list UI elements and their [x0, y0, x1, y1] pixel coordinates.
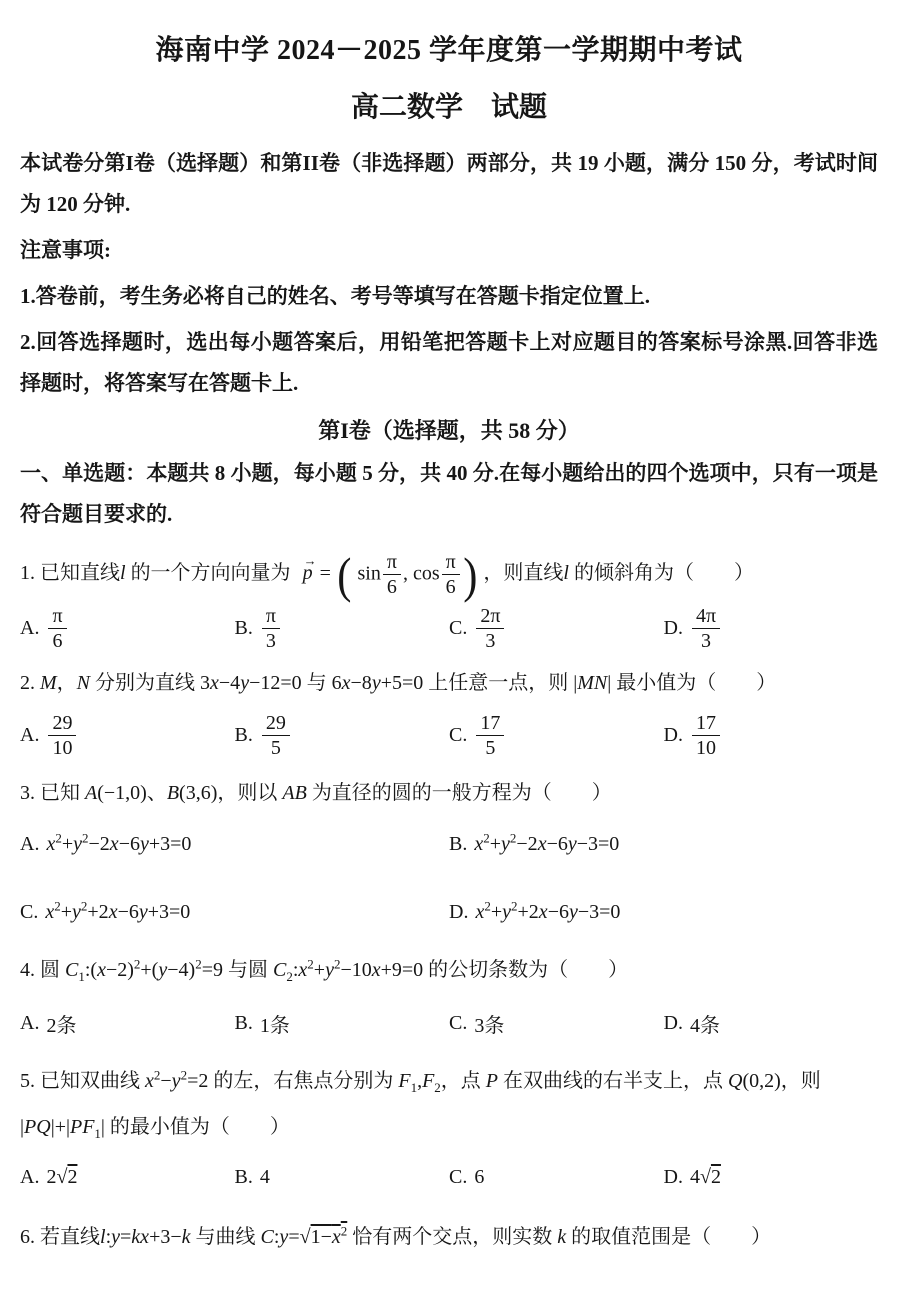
question-4-option-d — [664, 1005, 879, 1041]
exam-title: 海南中学 2024－2025 学年度第一学期期中考试 — [155, 35, 743, 66]
option-value: $\frac{29}{10}$ — [46, 712, 78, 760]
option-value: $x^2+y^2-2x-6y-3=0$ — [474, 830, 620, 855]
question-2-option-c — [449, 712, 664, 760]
option-value: $x^2+y^2+2x-6y-3=0$ — [475, 898, 621, 923]
question-2-option-a — [20, 712, 235, 760]
question-3-option-b — [449, 826, 878, 862]
option-label: B. — [234, 1011, 253, 1034]
option-label: B. — [449, 832, 468, 855]
question-3-option-d — [449, 894, 878, 930]
question-1-option-b — [235, 605, 450, 653]
option-label: D. — [663, 1165, 683, 1188]
option-label: D. — [663, 723, 683, 746]
question-1 — [20, 546, 878, 653]
option-label: B. — [234, 1165, 253, 1188]
option-label: C. — [449, 1165, 468, 1188]
question-text: M，N 分别为直线 3x−4y−12=0 与 6x−8y+5=0 上任意一点，则 |MN| 最小值为（ ） — [40, 671, 777, 694]
question-3-option-a — [20, 826, 449, 862]
option-label: A. — [20, 832, 40, 855]
option-value: $\frac{17}{10}$ — [690, 712, 722, 760]
option-label: D. — [663, 617, 683, 640]
question-5 — [20, 1065, 878, 1195]
question-text: 若直线l:y=kx+3−k 与曲线 $C:y=√1-x^2$ 恰有两个交点，则实数 k 的取值范围是（ ） — [40, 1223, 772, 1249]
option-label: B. — [234, 617, 253, 640]
option-value: $\frac{\pi}{3}$ — [260, 605, 282, 653]
option-label: A. — [20, 1011, 40, 1034]
question-number: 4. — [20, 959, 35, 982]
question-number: 1. — [20, 562, 35, 585]
option-value: 1条 — [259, 1014, 290, 1037]
question-2 — [20, 667, 878, 760]
question-3-stem — [20, 777, 878, 810]
question-2-options — [20, 712, 878, 760]
question-2-option-d — [664, 712, 879, 760]
question-text: 已知双曲线 $x^2-y^2=2$ 的左，右焦点分别为 $F_1,F_2$，点 P 在双曲线的右半支上，点 Q(0,2)，则 — [40, 1067, 821, 1096]
option-label: D. — [663, 1011, 683, 1034]
exam-intro: 本试卷分第I卷（选择题）和第II卷（非选择题）两部分，共 19 小题，满分 150 分，考试时间为 120 分钟. — [20, 151, 878, 216]
question-text: 圆 $C_1:(x-2)^2+(y-4)^2=9$ 与圆 $C_2:x^2+y^2-10x+9=0$ 的公切条数为（ ） — [40, 956, 629, 985]
option-value: $\frac{29}{5}$ — [260, 712, 292, 760]
option-value: 2条 — [46, 1014, 77, 1037]
question-text: 已知直线l 的一个方向向量为 → p = ( sin $\frac{\pi}{6}$ , cos $\frac{\pi}{6}$ ) ，则直线l 的倾斜角为（ ） — [40, 546, 754, 603]
question-5-option-c — [449, 1159, 664, 1195]
question-1-option-d — [664, 605, 879, 653]
option-label: C. — [449, 723, 468, 746]
question-2-stem — [20, 667, 878, 700]
question-4-stem — [20, 954, 878, 987]
notice-heading: 注意事项: — [20, 238, 111, 262]
question-3 — [20, 777, 878, 930]
question-2-option-b — [235, 712, 450, 760]
section-intro: 一、单选题：本题共 8 小题，每小题 5 分，共 40 分.在每小题给出的四个选项中，只有一项是符合题目要求的. — [20, 461, 878, 526]
option-value: 2√2 — [46, 1165, 78, 1188]
question-number: 2. — [20, 671, 35, 694]
option-label: A. — [20, 1165, 40, 1188]
option-label: C. — [20, 900, 39, 923]
question-text: $|PQ|+|PF_1|$ 的最小值为（ ） — [20, 1116, 290, 1142]
question-5-option-b — [235, 1159, 450, 1195]
option-label: B. — [234, 723, 253, 746]
option-label: A. — [20, 723, 40, 746]
question-5-stem-line2 — [20, 1111, 878, 1144]
question-4-options — [20, 1005, 878, 1041]
question-4 — [20, 954, 878, 1041]
question-number: 3. — [20, 782, 35, 805]
question-text: 已知 A(−1,0)、B(3,6)，则以 AB 为直径的圆的一般方程为（ ） — [40, 782, 612, 805]
option-value: 6 — [474, 1165, 485, 1188]
question-5-stem — [20, 1065, 878, 1098]
option-label: C. — [449, 1011, 468, 1034]
option-value: $\frac{17}{5}$ — [474, 712, 506, 760]
option-label: A. — [20, 617, 40, 640]
question-4-option-c — [449, 1005, 664, 1041]
question-1-stem — [20, 546, 878, 603]
option-label: D. — [449, 900, 469, 923]
question-number: 5. — [20, 1070, 35, 1093]
option-value: 3条 — [474, 1014, 505, 1037]
question-5-option-d — [664, 1159, 879, 1195]
option-value: 4√2 — [689, 1165, 721, 1188]
question-3-option-c — [20, 894, 449, 930]
option-value: $x^2+y^2+2x-6y+3=0$ — [45, 898, 191, 923]
option-value: $\frac{2\pi}{3}$ — [474, 605, 506, 653]
question-5-option-a — [20, 1159, 235, 1195]
option-value: 4条 — [689, 1014, 720, 1037]
section-title: 第I卷（选择题，共 58 分） — [318, 418, 580, 443]
question-5-options — [20, 1159, 878, 1195]
question-6-stem — [20, 1221, 878, 1254]
option-value: $\frac{4\pi}{3}$ — [690, 605, 722, 653]
option-label: C. — [449, 617, 468, 640]
notice-item-1: 1.答卷前，考生务必将自己的姓名、考号等填写在答题卡指定位置上. — [20, 284, 650, 308]
question-6 — [20, 1221, 878, 1254]
notice-item-2: 2.回答选择题时，选出每小题答案后，用铅笔把答题卡上对应题目的答案标号涂黑.回答非选择题时，将答案写在答题卡上. — [20, 330, 878, 395]
option-value: $\frac{\pi}{6}$ — [46, 605, 68, 653]
exam-subtitle: 高二数学 试题 — [350, 92, 547, 123]
question-1-option-a — [20, 605, 235, 653]
question-3-options — [20, 826, 878, 930]
option-value: $x^2+y^2-2x-6y+3=0$ — [46, 830, 192, 855]
question-number: 6. — [20, 1226, 35, 1249]
question-1-option-c — [449, 605, 664, 653]
question-1-options — [20, 605, 878, 653]
question-4-option-a — [20, 1005, 235, 1041]
option-value: 4 — [259, 1165, 270, 1188]
question-4-option-b — [235, 1005, 450, 1041]
